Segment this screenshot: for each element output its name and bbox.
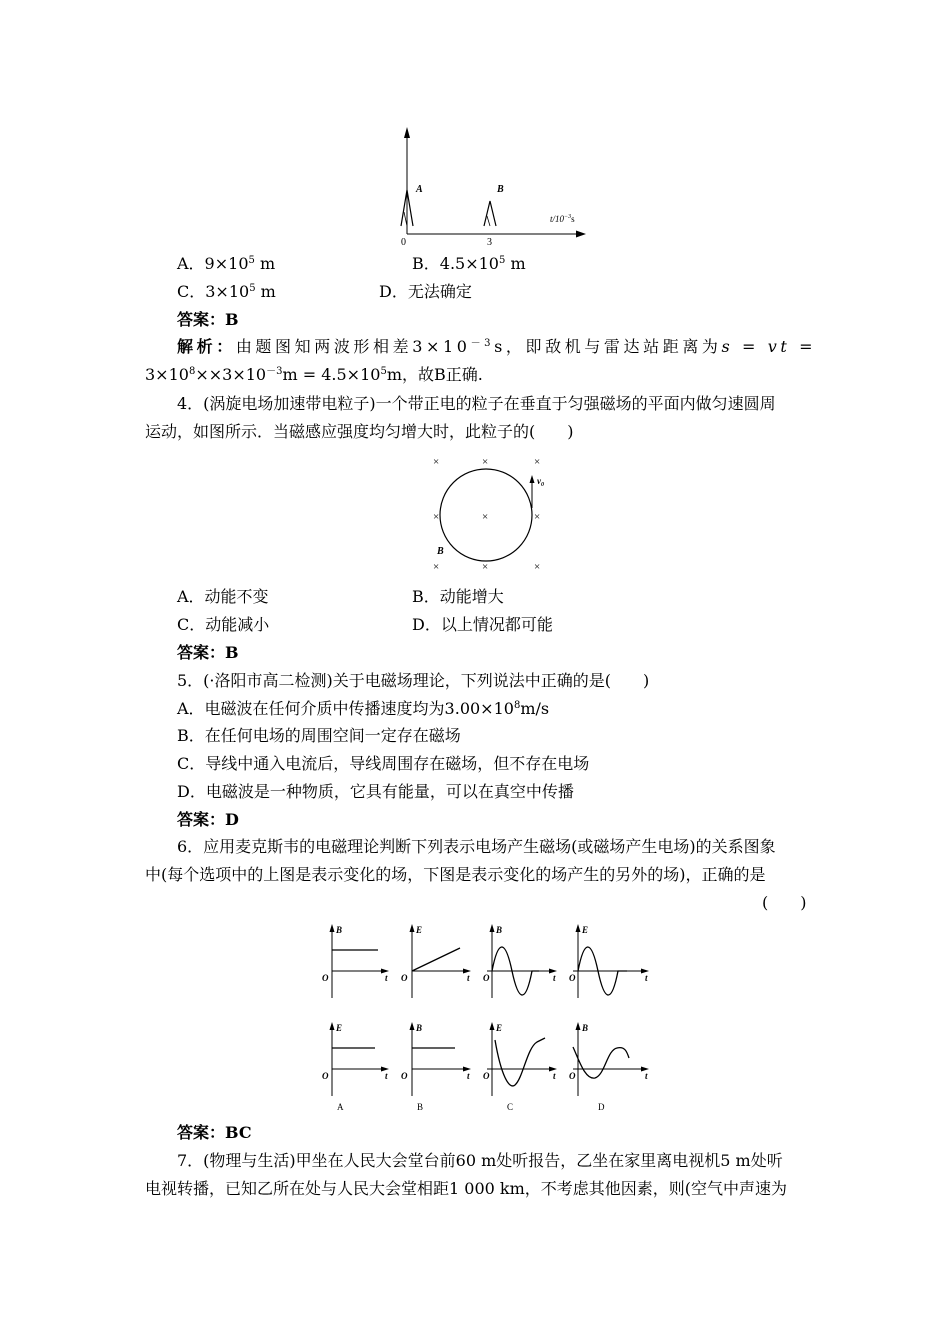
pulse-b [484,201,496,226]
tick-3: 3 [487,237,492,246]
pulse-a-label: A [416,184,423,195]
q5-answer: 答案：D [177,810,239,829]
svg-text:O: O [569,973,576,983]
svg-text:×: × [482,561,489,573]
q3-analysis-line-2: $3\times 10^8\times\times 3\times 10^{-3}m = 4.5\times 10^5m$，故B正确. [145,365,483,384]
svg-text:×: × [433,561,440,573]
svg-text:B: B [336,925,343,935]
svg-text:×: × [482,511,489,523]
q3-option-b: B．$4.5\times 10^5$ m [412,254,526,273]
svg-text:E: E [496,1023,503,1033]
svg-text:B: B [582,1023,589,1033]
q5-option-c: C．导线中通入电流后，导线周围存在磁场，但不存在电场 [177,754,590,773]
svg-text:O: O [322,973,329,983]
q6-stem-line-1: 6．应用麦克斯韦的电磁理论判断下列表示电场产生磁场(或磁场产生电场)的关系图象 [177,837,776,856]
q4-option-d: D．以上情况都可能 [412,615,553,634]
q5-option-a: A．电磁波在任何介质中传播速度均为$3.00\times 10^8m/s$ [177,699,550,718]
q4-stem-line-2: 运动，如图所示．当磁感应强度均匀增大时，此粒子的( ) [145,422,574,441]
graph-label-d: D [598,1102,605,1112]
svg-text:B: B [496,925,503,935]
tick-0: 0 [401,237,406,246]
pulse-b-label: B [497,184,504,195]
q3-analysis-line-1: 解析：由题图知两波形相差$3\times 10^{-3}s$，即敌机与雷达站距离为s = vt = [177,337,817,356]
svg-text:t: t [467,973,470,983]
q7-stem-line-2: 电视转播，已知乙所在处与人民大会堂相距1 000 km，不考虑其他因素，则(空气中声速为 [145,1179,788,1198]
svg-text:×: × [433,511,440,523]
svg-text:E: E [336,1023,343,1033]
q5-stem: 5．(·洛阳市高二检测)关于电磁场理论，下列说法中正确的是( ) [177,671,650,690]
graph-b-top-curve [412,948,460,971]
svg-text:t: t [553,973,556,983]
field-graphs-figure [315,920,665,1116]
q3-option-d: D．无法确定 [379,282,472,301]
q6-answer-bracket: ( ) [762,893,807,912]
q3-option-a: A．$9\times 10^5$ m [177,254,276,273]
graph-label-b: B [417,1102,424,1112]
q6-answer: 答案：BC [177,1123,252,1142]
q6-stem-line-2: 中(每个选项中的上图是表示变化的场，下图是表示变化的场产生的另外的场)，正确的是 [145,865,766,884]
q7-stem-line-1: 7．(物理与生活)甲坐在人民大会堂台前60 m处听报告，乙坐在家里离电视机5 m处听 [177,1151,783,1170]
svg-text:t: t [645,1071,648,1081]
q3-answer: 答案：B [177,310,239,329]
field-b-label: B [437,546,444,557]
svg-text:E: E [582,925,589,935]
q4-answer: 答案：B [177,643,239,662]
q4-option-a: A．动能不变 [177,587,269,606]
svg-text:t: t [385,1071,388,1081]
svg-text:t: t [645,973,648,983]
graph-c-bottom-curve [495,1038,545,1086]
radar-pulse-figure [390,122,610,246]
svg-text:O: O [401,1071,408,1081]
svg-text:t: t [467,1071,470,1081]
q5-option-b: B．在任何电场的周围空间一定存在磁场 [177,726,461,745]
magnetic-field-circle-figure [425,450,555,578]
graph-d-bottom-curve [573,1047,629,1078]
svg-text:O: O [569,1071,576,1081]
q3-option-c: C．$3\times 10^5$ m [177,282,276,301]
svg-text:t: t [385,973,388,983]
svg-text:×: × [433,456,440,468]
svg-text:O: O [483,973,490,983]
svg-text:O: O [322,1071,329,1081]
time-axis-label: $t/10^{-3}s$ [550,214,575,224]
svg-text:×: × [534,456,541,468]
q4-option-c: C．动能减小 [177,615,270,634]
svg-text:O: O [401,973,408,983]
svg-text:O: O [483,1071,490,1081]
q4-option-b: B．动能增大 [412,587,504,606]
graph-label-a: A [337,1102,344,1112]
v0-label: $v_0$ [537,476,544,488]
svg-text:×: × [482,456,489,468]
q4-stem-line-1: 4．(涡旋电场加速带电粒子)一个带正电的粒子在垂直于匀强磁场的平面内做匀速圆周 [177,394,776,413]
svg-text:B: B [416,1023,423,1033]
q5-option-d: D．电磁波是一种物质，它具有能量，可以在真空中传播 [177,782,574,801]
svg-text:t: t [553,1071,556,1081]
svg-text:E: E [416,925,423,935]
graph-label-c: C [507,1102,514,1112]
svg-text:×: × [534,561,541,573]
svg-text:×: × [534,511,541,523]
